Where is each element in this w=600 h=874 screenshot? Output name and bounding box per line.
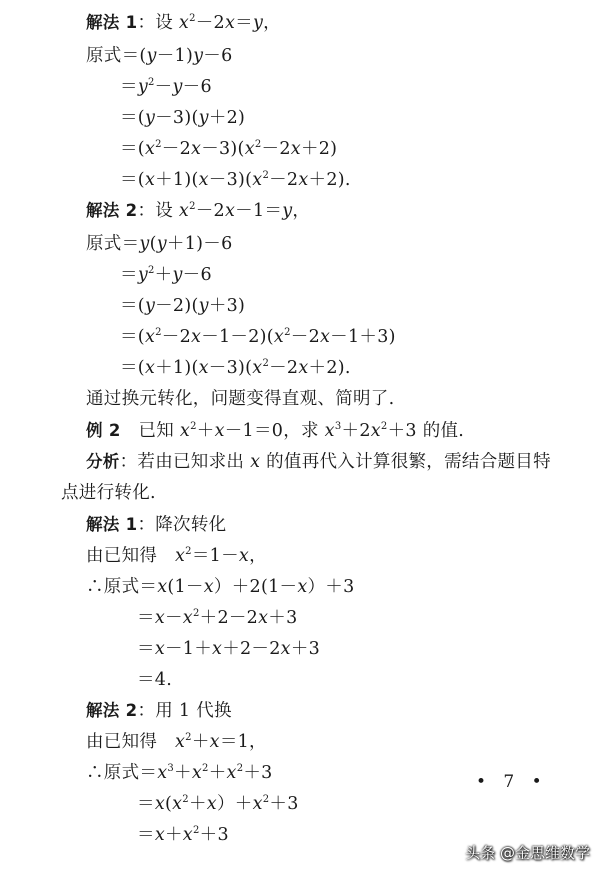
text-run: 的值再代入计算很繁，需结合题目特 (260, 452, 551, 472)
text-run: ＝( (120, 108, 145, 128)
text-run: 点进行转化. (61, 483, 156, 503)
superscript: 2 (192, 825, 200, 836)
text-run: － (164, 608, 183, 628)
bold-label: 解法 1 (86, 515, 138, 534)
text-run: ＋3) (208, 296, 246, 316)
text-run: ＋1)( (155, 358, 199, 378)
text-run: －2 (161, 327, 192, 347)
superscript: 2 (182, 794, 189, 805)
watermark: 头条 @金思维数学 (465, 844, 590, 862)
superscript: 2 (155, 139, 162, 150)
text-run: －3)( (208, 358, 253, 378)
bold-label: 解法 1 (86, 13, 138, 32)
text-run: ＋2－2 (199, 608, 259, 628)
text-run: 已知 (120, 421, 180, 441)
text-run: ）＋ (216, 794, 253, 814)
text-run: ＝1－ (191, 546, 239, 566)
text-run: ＋ (196, 421, 215, 441)
text-run: －3)( (208, 170, 253, 190)
text-run: ＋1)－6 (166, 234, 233, 254)
math-variable: x (191, 327, 202, 347)
text-run: ＋ (191, 732, 210, 752)
superscript: 2 (148, 265, 155, 276)
text-run: 原式＝( (86, 46, 147, 66)
math-variable: x (212, 639, 223, 659)
math-variable: y (198, 296, 209, 316)
text-run: －1＝0，求 (224, 421, 325, 441)
bold-label: 解法 2 (86, 701, 138, 720)
text-run: ：降次转化 (137, 515, 227, 535)
math-variable: x (144, 358, 156, 378)
math-variable: x (144, 139, 156, 159)
page-number: • 7 • (476, 772, 548, 792)
math-variable: x (250, 452, 261, 472)
text-run: －2)( (155, 296, 199, 316)
math-variable: y (137, 265, 148, 285)
text-run: ＝( (120, 139, 145, 159)
text-run: ＝4. (137, 670, 173, 690)
math-variable: x (214, 421, 225, 441)
math-variable: x (154, 794, 165, 814)
line-8 (86, 233, 233, 255)
superscript: 3 (334, 421, 342, 432)
text-run: －2 (161, 139, 192, 159)
text-run: ：设 (137, 13, 179, 33)
superscript: 3 (167, 763, 175, 774)
line-26 (137, 793, 299, 815)
text-run: ＝ (120, 265, 138, 285)
math-variable: x (252, 358, 263, 378)
line-7 (86, 200, 310, 222)
text-run: ＋ (164, 825, 183, 845)
superscript: 2 (202, 763, 209, 774)
math-variable: x (144, 327, 156, 347)
math-variable: x (370, 421, 381, 441)
bold-label: 解法 2 (86, 201, 138, 220)
line-3 (120, 76, 212, 98)
superscript: 2 (185, 546, 192, 557)
text-run: ＋ (208, 763, 227, 783)
text-run: －2 (195, 201, 225, 221)
math-variable: x (178, 201, 190, 221)
line-4 (120, 107, 245, 129)
math-variable: x (252, 794, 263, 814)
line-16 (61, 482, 156, 504)
text-run: ， (292, 201, 311, 221)
superscript: 2 (254, 139, 262, 150)
superscript: 2 (155, 327, 162, 338)
text-run: ＋2). (308, 358, 351, 378)
text-run: ＋ (154, 265, 173, 285)
text-run: ∴原式＝ (86, 763, 158, 783)
text-run: (1－ (167, 577, 204, 597)
text-run: －1) (156, 46, 194, 66)
line-27 (137, 824, 229, 846)
text-run: ＝( (120, 358, 145, 378)
text-run: ( (149, 234, 157, 254)
math-variable: y (139, 234, 150, 254)
bold-label: 例 2 (86, 421, 121, 440)
line-17 (86, 514, 226, 536)
math-variable: x (157, 577, 168, 597)
line-14 (86, 420, 464, 442)
text-run: 通过换元转化，问题变得直观、简明了. (86, 389, 395, 409)
math-variable: x (154, 639, 165, 659)
math-variable: y (156, 234, 167, 254)
math-variable: y (172, 77, 183, 97)
math-variable: x (252, 170, 263, 190)
text-run: ＋3 (290, 639, 321, 659)
math-variable: x (175, 546, 186, 566)
math-variable: x (206, 794, 217, 814)
math-variable: x (157, 763, 168, 783)
math-variable: x (324, 421, 335, 441)
math-variable: y (137, 77, 148, 97)
text-run: ＋3 的值. (387, 421, 465, 441)
superscript: 2 (189, 201, 196, 212)
text-run: ：设 (137, 201, 179, 221)
math-variable: x (203, 577, 214, 597)
text-run: ＋2 (341, 421, 371, 441)
text-run: ( (164, 794, 173, 814)
math-variable: x (191, 763, 203, 783)
text-run: ＋2－2 (222, 639, 281, 659)
text-run: 由已知得 (86, 732, 175, 752)
math-variable: y (144, 296, 156, 316)
superscript: 2 (192, 608, 200, 619)
line-19 (86, 576, 355, 598)
text-run: ）＋2(1－ (213, 577, 298, 597)
math-variable: x (154, 825, 165, 845)
line-2 (86, 45, 233, 67)
line-21 (137, 638, 320, 660)
text-run: ＝ (137, 794, 155, 814)
math-variable: x (144, 170, 156, 190)
math-variable: x (320, 327, 331, 347)
math-variable: x (175, 732, 186, 752)
math-variable: x (191, 139, 202, 159)
text-run: ＋3 (243, 763, 273, 783)
math-variable: x (179, 421, 191, 441)
text-run: －6 (182, 265, 212, 285)
math-variable: x (178, 13, 190, 33)
superscript: 2 (262, 794, 270, 805)
math-variable: x (154, 608, 165, 628)
line-9 (120, 264, 212, 286)
math-variable: y (252, 13, 264, 33)
superscript: 2 (148, 77, 155, 88)
math-variable: y (198, 108, 209, 128)
math-variable: x (290, 139, 301, 159)
math-variable: x (244, 139, 255, 159)
text-run: ＝( (120, 296, 145, 316)
text-run: －2 (290, 327, 320, 347)
line-5 (120, 138, 337, 160)
text-run: －1＋ (164, 639, 213, 659)
text-run: －3)( (201, 139, 245, 159)
text-run: －1＝ (235, 201, 283, 221)
math-variable: x (273, 327, 285, 347)
line-1 (86, 12, 281, 34)
text-run: ：若由已知求出 (119, 452, 251, 472)
math-variable: x (298, 170, 309, 190)
superscript: 2 (236, 763, 244, 774)
math-variable: x (297, 577, 308, 597)
line-24 (86, 731, 267, 753)
text-run: －6 (203, 46, 233, 66)
text-run: ：用 1 代换 (137, 701, 232, 721)
math-variable: y (146, 46, 157, 66)
text-run: －2 (195, 13, 225, 33)
text-run: ＋1)( (155, 170, 199, 190)
text-run: ， (263, 13, 281, 33)
text-run: －2 (269, 170, 299, 190)
text-run: ＝( (120, 170, 145, 190)
line-6 (120, 169, 351, 191)
math-variable: x (238, 546, 250, 566)
line-11 (120, 326, 396, 348)
math-variable: x (209, 732, 220, 752)
math-variable: x (226, 763, 237, 783)
text-run: 原式＝ (86, 234, 140, 254)
superscript: 2 (262, 358, 270, 369)
line-10 (120, 295, 245, 317)
line-18 (86, 545, 267, 567)
math-variable: y (172, 265, 183, 285)
bold-label: 分析 (86, 452, 120, 471)
text-run: ＋3 (268, 608, 298, 628)
line-12 (120, 357, 351, 379)
math-variable: x (172, 794, 183, 814)
text-run: ＋3 (269, 794, 299, 814)
superscript: 2 (190, 421, 197, 432)
math-variable: y (282, 201, 293, 221)
line-25 (86, 762, 273, 784)
line-20 (137, 607, 298, 629)
text-run: ＋3 (199, 825, 229, 845)
text-run: －2 (261, 139, 291, 159)
superscript: 2 (284, 327, 291, 338)
text-run: －1－2)( (201, 327, 274, 347)
line-15 (86, 451, 551, 473)
superscript: 2 (189, 13, 196, 24)
text-run: ＋2). (308, 170, 351, 190)
text-run: －1＋3) (330, 327, 396, 347)
math-variable: x (182, 825, 193, 845)
math-variable: x (224, 13, 236, 33)
math-variable: x (224, 201, 236, 221)
math-variable: x (198, 358, 209, 378)
text-run: －2 (269, 358, 299, 378)
math-variable: x (280, 639, 291, 659)
line-23 (86, 700, 232, 722)
superscript: 2 (380, 421, 388, 432)
text-run: 由已知得 (86, 546, 175, 566)
text-run: ＋2) (208, 108, 246, 128)
text-run: ＋ (188, 794, 207, 814)
text-run: ， (249, 546, 267, 566)
math-variable: x (258, 608, 269, 628)
line-22 (137, 669, 172, 691)
math-variable: y (144, 108, 156, 128)
line-13 (86, 388, 394, 410)
text-run: ＝ (137, 825, 155, 845)
superscript: 2 (262, 170, 270, 181)
text-run: ＝ (120, 77, 138, 97)
text-run: ＋2) (300, 139, 338, 159)
text-run: －3)( (155, 108, 199, 128)
text-run: ＋ (174, 763, 192, 783)
math-variable: x (198, 170, 209, 190)
math-variable: y (193, 46, 204, 66)
math-variable: x (298, 358, 309, 378)
text-run: －6 (182, 77, 212, 97)
text-run: － (154, 77, 173, 97)
superscript: 2 (185, 732, 192, 743)
text-run: ＝ (235, 13, 253, 33)
text-run: ＝1， (219, 732, 267, 752)
text-run: ＝ (137, 608, 155, 628)
text-run: ＝ (137, 639, 155, 659)
text-run: ∴原式＝ (86, 577, 158, 597)
text-run: ＝( (120, 327, 145, 347)
math-variable: x (182, 608, 193, 628)
text-run: ）＋3 (307, 577, 355, 597)
